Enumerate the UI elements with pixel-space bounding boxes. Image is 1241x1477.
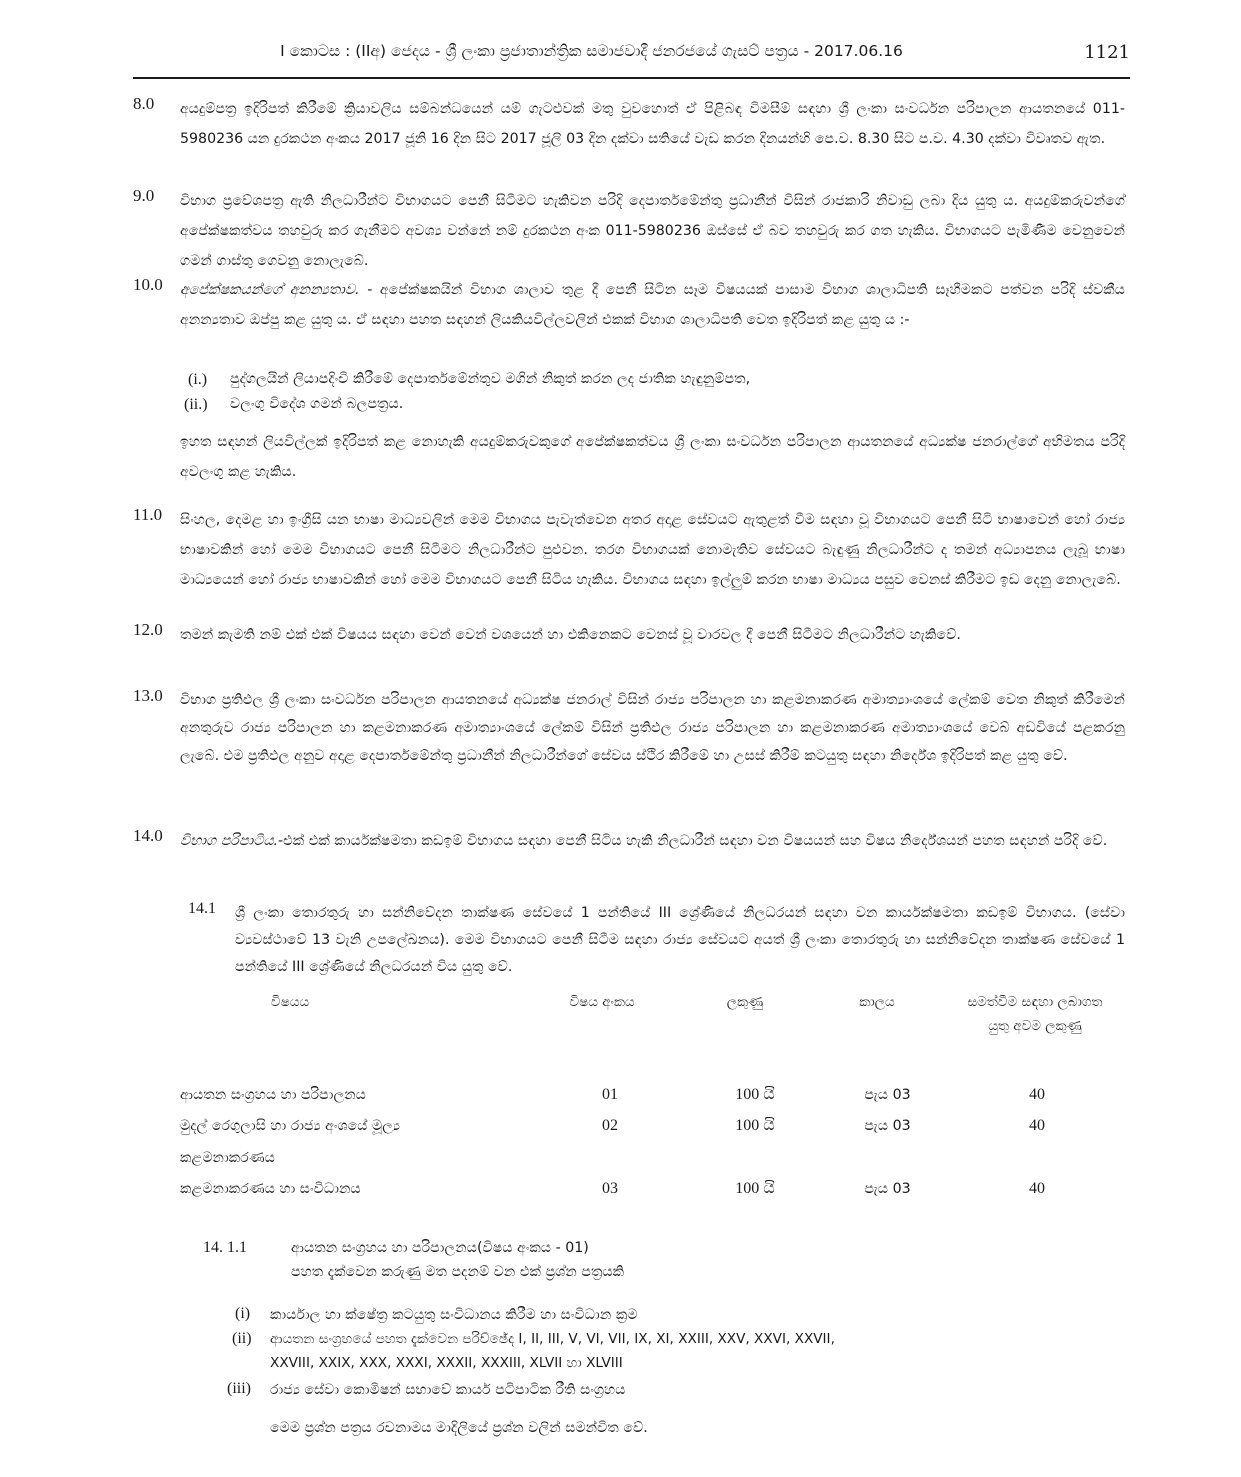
item-marker: (ii.) bbox=[184, 396, 208, 413]
item-text: ආයතන සංග්‍රහයේ පහත දැක්වෙන පරිච්ඡේද I, II, III, V, VI, VII, IX, XI, XXIII, XXV, XXVI, XXVII, bbox=[270, 1331, 835, 1347]
cell-marks: 100 යි bbox=[735, 1180, 775, 1197]
identity-note: ඉහත සඳහන් ලියවිල්ලක් ඉදිරිපත් කළ නොහැකි අයදුම්කරුවකුගේ අපේක්ෂකත්වය ශ්‍රී ලංකා සංවර්ධන පරිපාලන ආයතනයේ අධ්‍යක්ෂ ජනරාල්ගේ අභිමතය පරිදි අවලංගු කළ හැකිය. bbox=[180, 434, 1125, 480]
section-text bbox=[180, 826, 1125, 856]
section-number: 10.0 bbox=[133, 275, 163, 294]
section-10 bbox=[133, 275, 1125, 335]
item-text: රාජ්‍ය සේවා කොමිෂන් සභාවේ කාර්ය පටිපාටික රීති සංග්‍රහය bbox=[270, 1382, 626, 1398]
item-marker: (iii) bbox=[227, 1380, 251, 1397]
cell-subject: ආයතන සංග්‍රහය හා පරිපාලනය bbox=[180, 1087, 366, 1103]
section-subtitle: පහත දැක්වෙන කරුණු මත පදනම් වන එක් ප්‍රශ්න පත්‍රයකි bbox=[291, 1264, 625, 1280]
cell-duration: පැය 03 bbox=[864, 1118, 911, 1134]
header-subject: විෂයය bbox=[270, 994, 310, 1010]
section-13 bbox=[133, 686, 1125, 770]
item-text: කාර්යාල හා ක්ෂේත්‍ර කටයුතු සංවිධානය කිරීම හා සංවිධාන ක්‍රම bbox=[270, 1307, 638, 1323]
cell-pass: 40 bbox=[1029, 1117, 1045, 1134]
section-9 bbox=[133, 186, 1125, 276]
section-12 bbox=[133, 620, 1125, 650]
header-code: විෂය අංකය bbox=[569, 994, 635, 1010]
section-body: - අපේක්ෂකයින් විභාග ශාලාව තුළ දී පෙනී සිටින සෑම විෂයයක් පාසාම විභාග ශාලාධිපති සෑහීමකට පත්වන පරිදි ස්වකීය අනන්‍යතාව ඔප්පු කළ යුතු ය. ඒ සඳහා පහත සඳහන් ලියකියවිල්ලවලින් එකක් විභාග ශාලාධිපති වෙත ඉදිරිපත් කළ යුතු ය :- bbox=[180, 282, 1126, 328]
item-text-continued: XXVIII, XXIX, XXX, XXXI, XXXII, XXXIII, XLVII හා XLVIII bbox=[270, 1355, 623, 1371]
section-text: තමන් කැමති නම් එක් එක් විෂයය සඳහා වෙන් වෙන් වශයෙන් හා එකිනෙකට වෙනස් වූ වාරවල දී පෙනී සිටීමට නිලධාරීන්ට හැකිවේ. bbox=[180, 627, 961, 643]
cell-code: 02 bbox=[602, 1117, 618, 1134]
paper-format-note: මෙම ප්‍රශ්න පත්‍රය රචනාමය මාදිලියේ ප්‍රශ්න වලින් සමන්විත වේ. bbox=[270, 1420, 648, 1436]
item-marker: (i.) bbox=[188, 371, 208, 388]
gazette-title: I කොටස : (IIඅ) ජෙදය - ශ්‍රී ලංකා ප්‍රජාතාන්ත්‍රික සමාජවාදී ජනරජයේ ගැසට් පත්‍රය - 2017.06.16 bbox=[280, 42, 903, 60]
section-text: අයදුම්පත්‍ර ඉදිරිපත් කිරීමේ ක්‍රියාවලිය සම්බන්ධයෙන් යම් ගැටළුවක් මතු වුවහොත් ඒ පිළිබඳ විමසීම් සඳහා ශ්‍රී ලංකා සංවර්ධන පරිපාලන ආයතනයේ 011-5980236 යන දුරකථන අංකය 2017 ජූනි 16 දින සිට 2017 ජූලි 03 දින දක්වා සතියේ වැඩ කරන දිනයන්හි පෙ.ව. 8.30 සිට ප.ව. 4.30 දක්වා විවෘතව ඇත. bbox=[180, 101, 1125, 147]
item-marker: (i) bbox=[235, 1305, 251, 1322]
section-number: 12.0 bbox=[133, 620, 163, 639]
section-number: 11.0 bbox=[133, 505, 163, 524]
cell-pass: 40 bbox=[1029, 1086, 1045, 1103]
section-14 bbox=[133, 826, 1125, 856]
cell-code: 03 bbox=[602, 1180, 618, 1197]
cell-subject-continued: කළමනාකරණය bbox=[180, 1150, 275, 1166]
section-text: ශ්‍රී ලංකා තොරතුරු හා සන්නිවේදන තාක්ෂණ සේවයේ 1 පන්තියේ III ශ්‍රේණියේ නිලධරයන් සඳහා වන කාර්යක්ෂමතා කඩඉම් විභාගය. (සේවා ව්‍යවස්ථාවේ 13 වැනි උපලේඛනය). මෙම විභාගයට පෙනී සිටීම සඳහා රාජ්‍ය සේවයට අයත් ශ්‍රී ලංකා තොරතුරු හා සන්නිවේදන තාක්ෂණ සේවයේ 1 පන්තියේ III ශ්‍රේණියේ නිලධරයන් විය යුතු වේ. bbox=[235, 905, 1125, 975]
section-text bbox=[180, 275, 1125, 335]
section-title: විභාග පරිපාටිය. bbox=[180, 833, 279, 849]
cell-marks: 100 යි bbox=[735, 1086, 775, 1103]
section-number: 13.0 bbox=[133, 686, 163, 705]
section-14-1 bbox=[188, 900, 1125, 981]
header-duration: කාලය bbox=[859, 994, 895, 1010]
section-number: 14. 1.1 bbox=[203, 1239, 247, 1256]
cell-duration: පැය 03 bbox=[864, 1087, 911, 1103]
header-divider bbox=[133, 77, 1130, 79]
cell-marks: 100 යි bbox=[735, 1117, 775, 1134]
cell-subject: මුදල් රෙගුලාසි හා රාජ්‍ය අංශයේ මූල්‍ය bbox=[180, 1118, 401, 1134]
header-marks: ලකුණු bbox=[726, 994, 764, 1010]
section-text: විභාග ප්‍රවේශපත්‍ර ඇති නිලධාරීන්ට විභාගයට පෙනී සිටීමට හැකිවන පරිදි දෙපාර්තමේන්තු ප්‍රධානීන් විසින් රාජකාරි නිවාඩු ලබා දිය යුතු ය. අයදුම්කරුවන්ගේ අපේක්ෂකත්වය තහවුරු කර ගැනීමට අවශ්‍ය වන්නේ නම් දුරකථන අංක 011-5980236 ඔස්සේ ඒ බව තහවුරු කර ගත හැකිය. විභාගයට පැමිණීම වෙනුවෙන් ගමන් ගාස්තු ගෙවනු නොලැබේ. bbox=[180, 193, 1125, 269]
section-title: අපේක්ෂකයන්ගේ අනන්‍යතාව. bbox=[180, 282, 360, 298]
cell-subject: කළමනාකරණය හා සංවිධානය bbox=[180, 1181, 361, 1197]
section-number: 9.0 bbox=[133, 186, 155, 205]
section-8 bbox=[133, 94, 1125, 154]
section-body: -එක් එක් කාර්යක්ෂමතා කඩඉම් විභාගය සඳහා පෙනී සිටිය හැකි නිලධාරීන් සඳහා වන විෂයයන් සහ විෂය නිර්දේශයන් පහත සඳහන් පරිදි වේ. bbox=[278, 833, 1108, 849]
section-number: 14.0 bbox=[133, 826, 163, 845]
cell-duration: පැය 03 bbox=[864, 1181, 911, 1197]
section-number: 8.0 bbox=[133, 94, 155, 113]
header-pass-mark: සමත්වීම සඳහා ලබාගත යුතු අවම ලකුණු bbox=[967, 994, 1103, 1034]
cell-code: 01 bbox=[602, 1086, 618, 1103]
section-text: සිංහල, දෙමළ හා ඉංග්‍රීසි යන භාෂා මාධ්‍යවලින් මෙම විභාගය පැවැත්වෙන අතර අදාළ සේවයට ඇතුළත් වීම සඳහා වූ විභාගයට පෙනී සිටි භාෂාවෙන් හෝ රාජ්‍ය භාෂාවකින් හෝ මෙම විභාගයට පෙනී සිටීමට නිලධාරීන්ට පුළුවන. තරග විභාගයක් නොමැතිව සේවයට බැඳුණු නිලධාරීන්ට ද තමන් අධ්‍යාපනය ලැබූ භාෂා මාධ්‍යයෙන් හෝ රාජ්‍ය භාෂාවකින් හෝ මෙම විභාගයට පෙනී සිටිය හැකිය. විභාගය සඳහා ඉල්ලුම් කරන භාෂා මාධ්‍යය පසුව වෙනස් කිරීමට ඉඩ දෙනු නොලැබේ. bbox=[180, 512, 1125, 588]
section-title: ආයතන සංග්‍රහය හා පරිපාලනය(විෂය අංකය - 01) bbox=[291, 1240, 589, 1256]
item-text: වලංගු විදේශ ගමන් බලපත්‍රය. bbox=[230, 396, 404, 412]
page-number: 1121 bbox=[1084, 42, 1130, 63]
gazette-header bbox=[133, 42, 1130, 76]
item-marker: (ii) bbox=[232, 1330, 252, 1347]
item-text: පුද්ගලයින් ලියාපදිංචි කිරීමේ දෙපාර්තමේන්තුව මගින් නිකුත් කරන ලද ජාතික හැඳුනුම්පත, bbox=[230, 371, 751, 387]
section-number: 14.1 bbox=[188, 900, 216, 917]
section-11 bbox=[133, 505, 1125, 595]
cell-pass: 40 bbox=[1029, 1180, 1045, 1197]
section-text: විභාග ප්‍රතිඵල ශ්‍රී ලංකා සංවර්ධන පරිපාලන ආයතනයේ අධ්‍යක්ෂ ජනරාල් විසින් රාජ්‍ය පරිපාලන හා කළමනාකරණ අමාත්‍යාංශයේ ලේකම් වෙත නිකුත් කිරීමෙන් අනතුරුව රාජ්‍ය පරිපාලන හා කළමනාකරණ අමාත්‍යාංශයේ ලේකම් විසින් ප්‍රතිඵල රාජ්‍ය පරිපාලන හා කළමනාකරණ අමාත්‍යාංශයේ වෙබ් අඩවියේ පළකරනු ලැබේ. එම ප්‍රතිඵල අනුව අදාළ දෙපාර්තමේන්තු ප්‍රධානීන් නිලධාරීන්ගේ සේවය ස්ථිර කිරීමේ හා උසස් කිරීම් කටයුතු සඳහා නිර්දේශ ඉදිරිපත් කළ යුතු වේ. bbox=[180, 692, 1125, 764]
